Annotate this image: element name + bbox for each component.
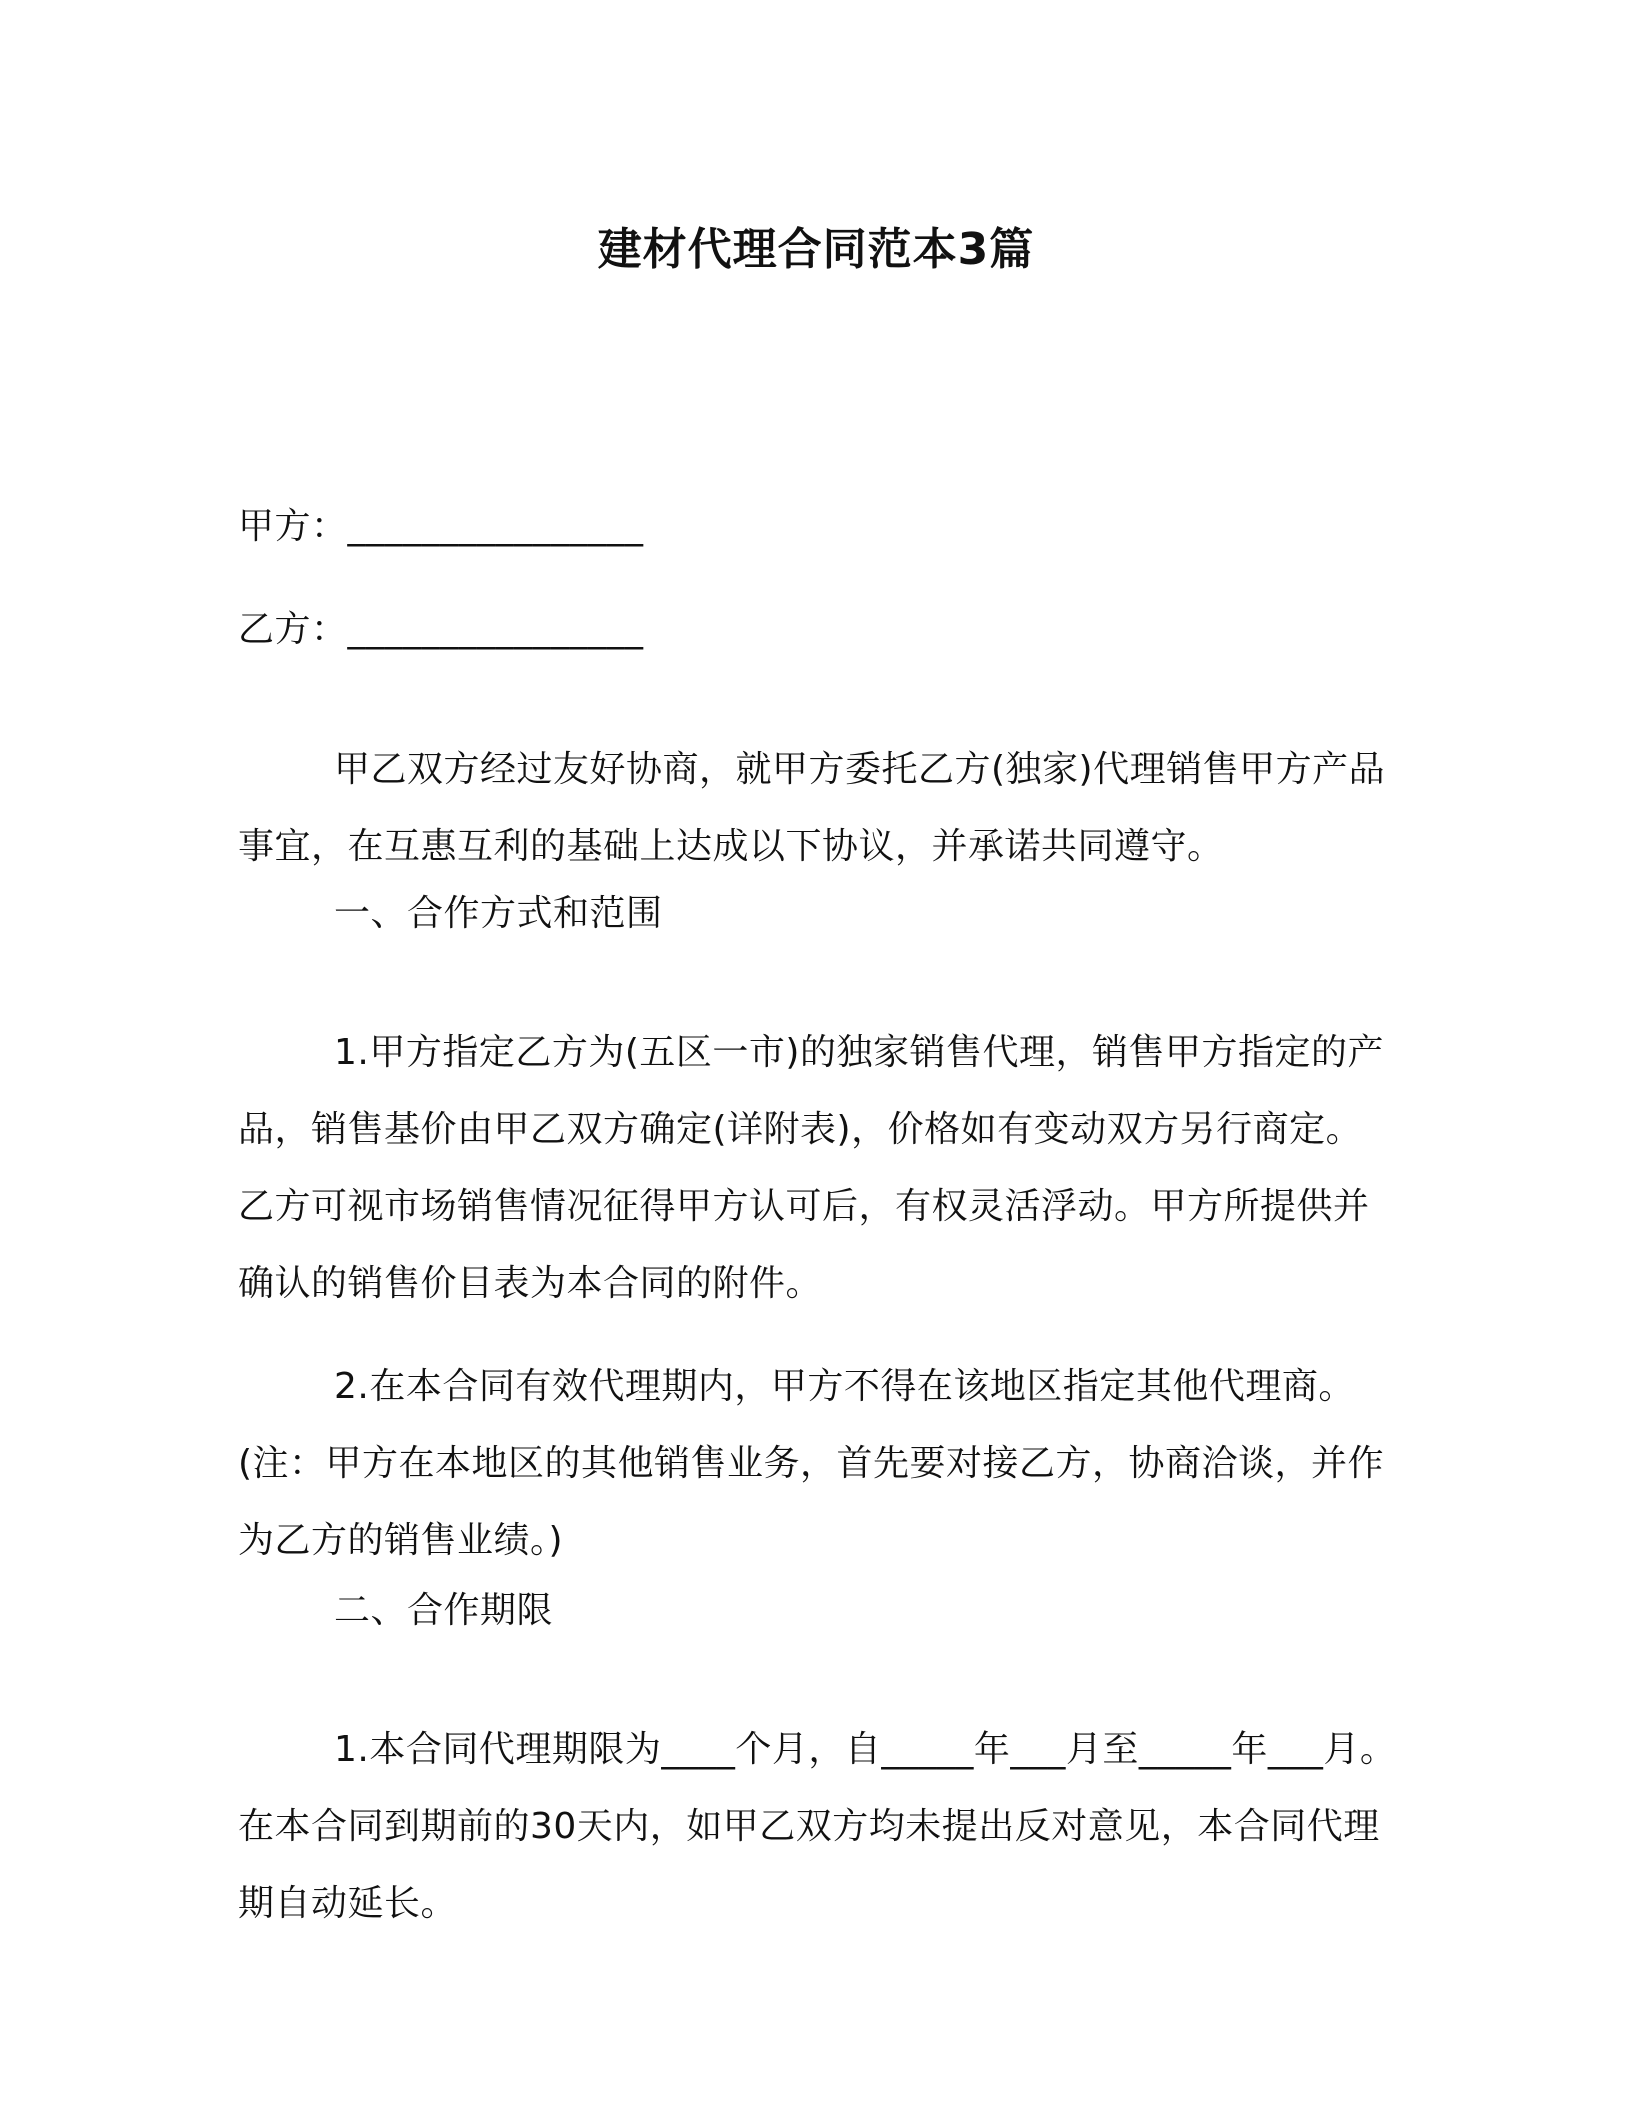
party-a-line: 甲方：________________ [238, 506, 644, 547]
section-2-heading: 二、合作期限 [334, 1590, 554, 1631]
section-1-item-2: 2.在本合同有效代理期内，甲方不得在该地区指定其他代理商。(注：甲方在本地区的其他销售业务，首先要对接乙方，协商洽谈，并作为乙方的销售业绩。) [238, 1366, 1385, 1561]
document-title: 建材代理合同范本3篇 [597, 224, 1035, 275]
section-2-item-1: 1.本合同代理期限为____个月，自_____年___月至_____年___月。在本合同到期前的30天内，如甲乙双方均未提出反对意见，本合同代理期自动延长。 [238, 1729, 1397, 1924]
section-1-item-1: 1.甲方指定乙方为(五区一市)的独家销售代理，销售甲方指定的产品，销售基价由甲乙双方确定(详附表)，价格如有变动双方另行商定。乙方可视市场销售情况征得甲方认可后，有权灵活浮动。甲方所提供并确认的销售价目表为本合同的附件。 [238, 1032, 1384, 1304]
section-1-heading: 一、合作方式和范围 [334, 893, 663, 934]
intro-paragraph: 甲乙双方经过友好协商，就甲方委托乙方(独家)代理销售甲方产品事宜，在互惠互利的基础上达成以下协议，并承诺共同遵守。 [238, 749, 1386, 867]
party-b-line: 乙方：________________ [238, 609, 644, 650]
